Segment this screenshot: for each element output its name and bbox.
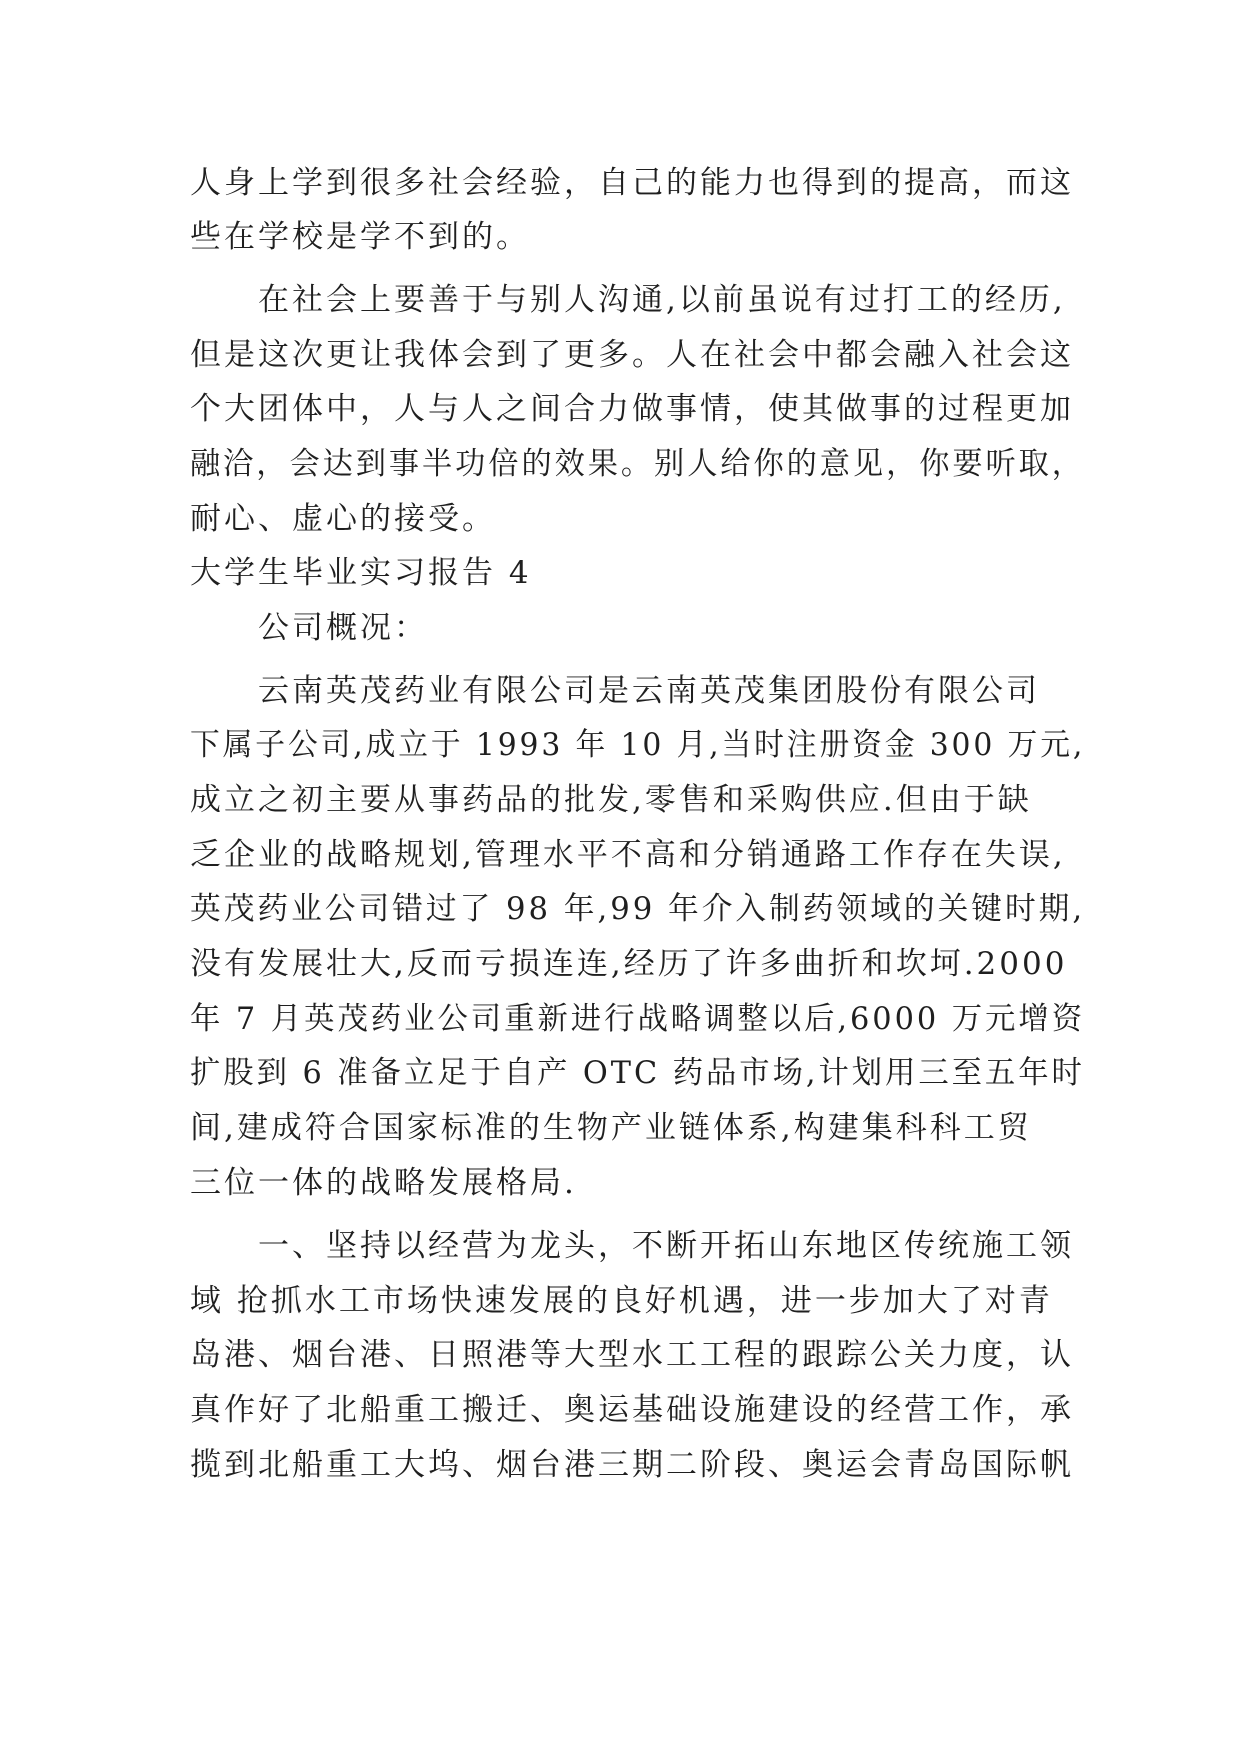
text-line: 间,建成符合国家标准的生物产业链体系,构建集科科工贸 [190, 1110, 1032, 1146]
text-line: 融洽，会达到事半功倍的效果。别人给你的意见，你要听取， [190, 446, 1085, 482]
text-line: 下属子公司,成立于 1993 年 10 月,当时注册资金 300 万元, [190, 727, 1086, 763]
paragraph-line: 在社会上要善于与别人沟通,以前虽说有过打工的经历, [258, 282, 1066, 318]
text-line: 人身上学到很多社会经验，自己的能力也得到的提高，而这 [190, 165, 1074, 201]
text-line: 个大团体中，人与人之间合力做事情，使其做事的过程更加 [190, 391, 1074, 427]
text-line: 年 7 月英茂药业公司重新进行战略调整以后,6000 万元增资 [190, 1001, 1086, 1037]
text-line: 但是这次更让我体会到了更多。人在社会中都会融入社会这 [190, 337, 1074, 373]
text-line: 乏企业的战略规划,管理水平不高和分销通路工作存在失误, [190, 837, 1066, 873]
paragraph-line: 云南英茂药业有限公司是云南英茂集团股份有限公司 [258, 673, 1040, 709]
text-line: 些在学校是学不到的。 [190, 219, 530, 255]
text-line: 三位一体的战略发展格局. [190, 1165, 577, 1201]
text-line: 真作好了北船重工搬迁、奥运基础设施建设的经营工作，承 [190, 1392, 1074, 1428]
paragraph-line: 一、坚持以经营为龙头，不断开拓山东地区传统施工领 [258, 1228, 1074, 1264]
text-line: 域 抢抓水工市场快速发展的良好机遇，进一步加大了对青 [190, 1283, 1053, 1319]
text-line: 揽到北船重工大坞、烟台港三期二阶段、奥运会青岛国际帆 [190, 1447, 1074, 1483]
text-line: 成立之初主要从事药品的批发,零售和采购供应.但由于缺 [190, 782, 1032, 818]
section-heading: 大学生毕业实习报告 4 [190, 555, 532, 591]
text-line: 扩股到 6 准备立足于自产 OTC 药品市场,计划用三至五年时 [190, 1055, 1085, 1091]
text-line: 耐心、虚心的接受。 [190, 501, 496, 537]
paragraph-line: 公司概况： [258, 610, 428, 646]
text-line: 岛港、烟台港、日照港等大型水工工程的跟踪公关力度，认 [190, 1337, 1074, 1373]
text-line: 英茂药业公司错过了 98 年,99 年介入制药领域的关键时期, [190, 891, 1086, 927]
text-line: 没有发展壮大,反而亏损连连,经历了许多曲折和坎坷.2000 [190, 946, 1068, 982]
